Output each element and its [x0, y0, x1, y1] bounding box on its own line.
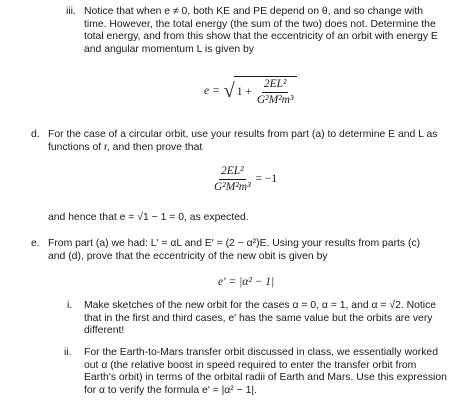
sqrt-symbol: √ — [223, 80, 235, 103]
sub-ii-line-4: for α to verify the formula e′ = |α² − 1|. — [84, 384, 257, 396]
eq1-denominator: G²M²m³ — [256, 93, 294, 106]
sub-i-marker: i. — [67, 300, 73, 311]
part-iii-marker: iii. — [66, 6, 76, 17]
part-iii-line-4: and angular momentum L is given by — [84, 43, 254, 55]
part-iii-line-2: time. However, the total energy (the sum of the two) does not. Determine the — [84, 18, 436, 30]
circular-orbit-equation — [212, 165, 277, 193]
part-e-line-2: and (d), prove that the eccentricity of the new obit is given by — [48, 250, 328, 262]
sub-i-line-1: Make sketches of the new orbit for the cases α = 0, α = 1, and α = √2. Notice — [84, 300, 437, 311]
part-e-marker: e. — [31, 238, 40, 249]
part-d-line-2: functions of r, and then prove that — [48, 141, 203, 153]
eq2-numerator: 2EL² — [219, 165, 246, 180]
eq1-one: 1 + — [236, 85, 252, 98]
sub-i-line-2: that in the first and third cases, e′ has the same value but the orbits are very — [84, 312, 433, 324]
part-e-text — [48, 238, 468, 263]
eq2-denominator: G²M²m³ — [214, 180, 251, 193]
new-eccentricity-equation: e′ = |α² − 1| — [218, 276, 275, 288]
sub-ii-line-2: out α (the relative boost in speed required to enter the transfer orbit from — [84, 359, 417, 371]
part-d-marker: d. — [31, 129, 40, 140]
eq1-sqrt — [224, 76, 298, 106]
part-iii-text — [84, 6, 469, 56]
sub-ii-line-1: For the Earth-to-Mars transfer orbit discussed in class, we essentially worked — [84, 347, 438, 358]
eq2-fraction — [212, 165, 253, 193]
sub-i-text — [84, 300, 470, 338]
eq1-numerator: 2EL² — [262, 78, 289, 93]
part-iii-line-3: total energy, and from this show that the eccentricity of an orbit with energy E — [84, 31, 438, 43]
part-iii-line-1: Notice that when e ≠ 0, both KE and PE depend on θ, and so change with — [84, 6, 424, 17]
sub-ii-text — [84, 347, 470, 397]
sub-i-line-3: different! — [84, 325, 125, 337]
eq1-radicand — [234, 76, 298, 106]
eq2-rhs: = −1 — [255, 172, 278, 185]
sub-ii-line-3: Earth's orbit) in terms of the orbital radii of Earth and Mars. Use this expression — [84, 372, 447, 384]
part-d-line-1: For the case of a circular orbit, use your results from part (a) to determine E and L as — [48, 129, 438, 140]
part-d-text — [48, 129, 468, 154]
eq1-lhs: e = — [204, 84, 220, 97]
eccentricity-equation — [204, 76, 297, 106]
part-d-conclusion: and hence that e = √1 − 1 = 0, as expected. — [48, 212, 249, 223]
eq1-fraction — [255, 78, 296, 106]
sub-ii-marker: ii. — [64, 347, 72, 358]
part-e-line-1: From part (a) we had: L′ = αL and E′ = (2 − α²)E. Using your results from parts (c) — [48, 238, 421, 249]
